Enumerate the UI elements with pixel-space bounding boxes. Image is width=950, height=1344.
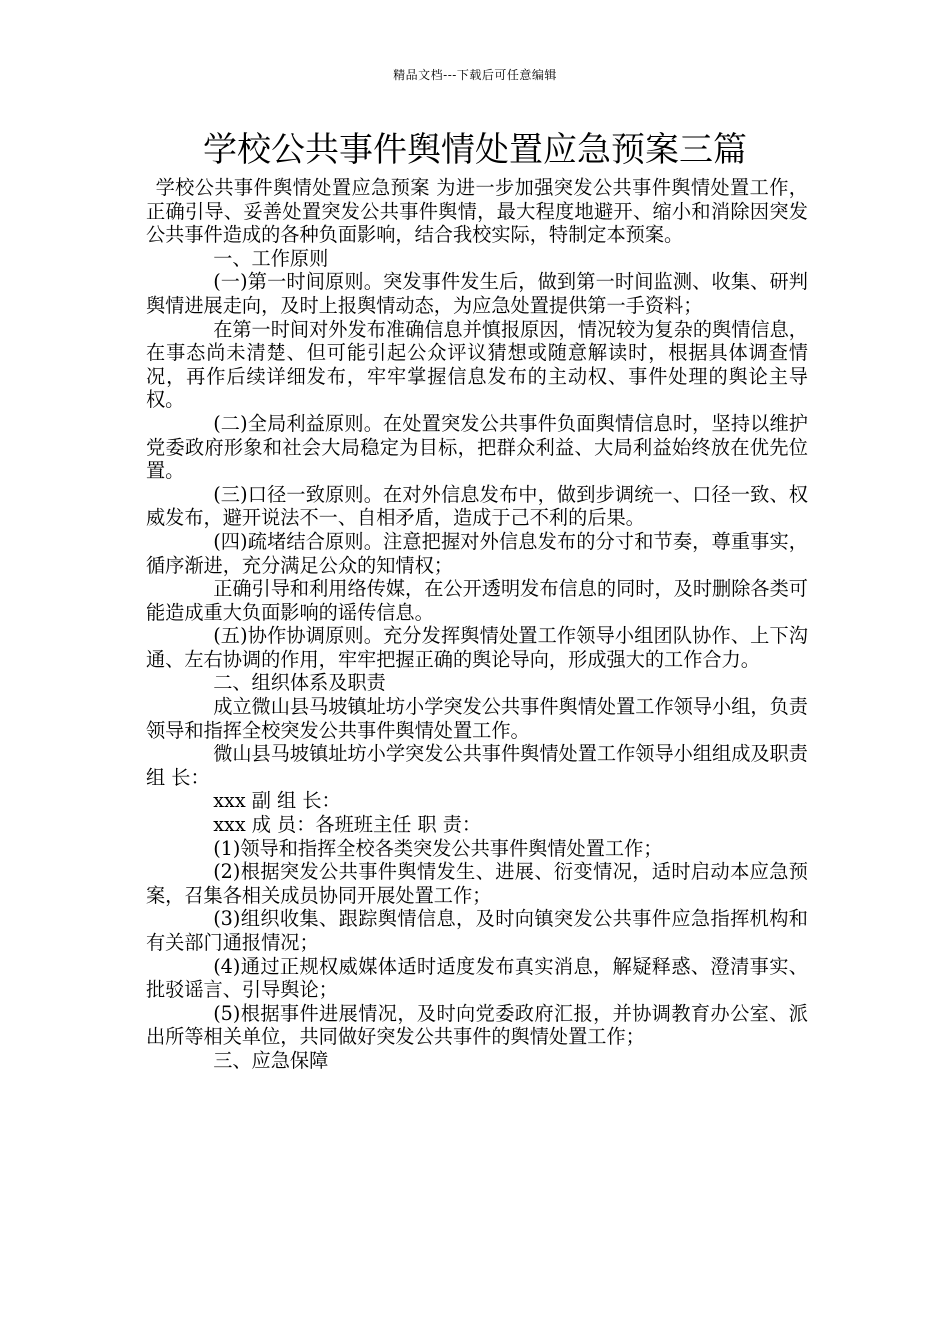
paragraph: (3)组织收集、跟踪舆情信息，及时向镇突发公共事件应急指挥机构和有关部门通报情况；: [146, 907, 808, 954]
paragraph: (2)根据突发公共事件舆情发生、进展、衍变情况，适时启动本应急预案，召集各相关成员协同开展处置工作；: [146, 860, 808, 907]
paragraph: 二、组织体系及职责: [213, 671, 386, 695]
paragraph: (5)根据事件进展情况，及时向党委政府汇报，并协调教育办公室、派出所等相关单位，共同做好突发公共事件的舆情处置工作；: [146, 1001, 808, 1049]
paragraph: 在第一时间对外发布准确信息并慎报原因，情况较为复杂的舆情信息，在事态尚未清楚、但可能引起公众评议猜想或随意解读时，根据具体调查情况，再作后续详细发布，牢牢掌握信息发布的主动权、事件处理的舆论主导权。: [146, 317, 808, 412]
paragraph: 成立微山县马坡镇址坊小学突发公共事件舆情处置工作领导小组，负责领导和指挥全校突发公共事件舆情处置工作。: [146, 695, 808, 742]
paragraph: 学校公共事件舆情处置应急预案 为进一步加强突发公共事件舆情处置工作，正确引导、妥善处置突发公共事件舆情，最大程度地避开、缩小和消除因突发公共事件造成的各种负面影响，结合我校实际，特制定本预案。: [146, 176, 808, 247]
paragraph: (三)口径一致原则。在对外信息发布中，做到步调统一、口径一致、权威发布，避开说法不一、自相矛盾，造成于己不利的后果。: [146, 482, 808, 530]
paragraph: (五)协作协调原则。充分发挥舆情处置工作领导小组团队协作、上下沟通、左右协调的作用，牢牢把握正确的舆论导向，形成强大的工作合力。: [146, 624, 808, 671]
paragraph: 微山县马坡镇址坊小学突发公共事件舆情处置工作领导小组组成及职责组 长：: [146, 742, 808, 789]
paragraph: (4)通过正规权威媒体适时适度发布真实消息，解疑释惑、澄清事实、批驳谣言、引导舆论；: [146, 954, 808, 1002]
paragraph: 一、工作原则: [213, 246, 329, 270]
document-body: [146, 176, 808, 1073]
paragraph: (1)领导和指挥全校各类突发公共事件舆情处置工作；: [213, 836, 663, 860]
paragraph: (二)全局利益原则。在处置突发公共事件负面舆情信息时，坚持以维护党委政府形象和社会大局稳定为目标，把群众利益、大局利益始终放在优先位置。: [146, 411, 808, 483]
paragraph: (一)第一时间原则。突发事件发生后，做到第一时间监测、收集、研判舆情进展走向，及时上报舆情动态，为应急处置提供第一手资料；: [146, 270, 808, 317]
paragraph: (四)疏堵结合原则。注意把握对外信息发布的分寸和节奏，尊重事实，循序渐进，充分满足公众的知情权；: [146, 529, 808, 577]
document-title: 学校公共事件舆情处置应急预案三篇: [203, 130, 747, 170]
paragraph: 三、应急保障: [213, 1048, 329, 1072]
paragraph: xxx 副 组 长：: [213, 789, 341, 813]
paragraph: 正确引导和利用络传媒，在公开透明发布信息的同时，及时删除各类可能造成重大负面影响的谣传信息。: [146, 577, 808, 624]
paragraph: xxx 成 员：各班班主任 职 责：: [213, 813, 482, 837]
page-header: 精品文档---下载后可任意编辑: [393, 68, 557, 82]
